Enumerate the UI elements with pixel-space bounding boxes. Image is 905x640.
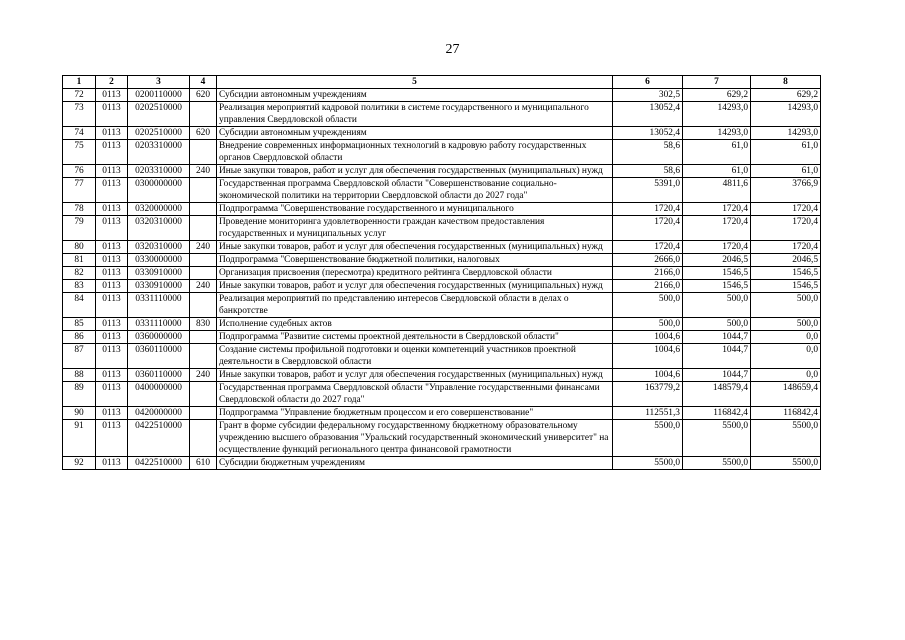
section-code-cell: 0113 xyxy=(96,254,128,267)
expense-type-cell xyxy=(190,382,217,407)
column-header: 5 xyxy=(217,76,613,89)
table-row xyxy=(63,140,821,165)
description-cell: Иные закупки товаров, работ и услуг для обеспечения государственных (муниципальных) нужд xyxy=(217,165,613,178)
row-number-cell: 80 xyxy=(63,241,96,254)
target-article-cell: 0360000000 xyxy=(128,331,190,344)
section-code-cell: 0113 xyxy=(96,344,128,369)
amount-cell: 1720,4 xyxy=(613,216,683,241)
amount-cell: 2166,0 xyxy=(613,267,683,280)
section-code-cell: 0113 xyxy=(96,178,128,203)
amount-cell: 1720,4 xyxy=(613,241,683,254)
expense-type-cell xyxy=(190,140,217,165)
description-cell: Реализация мероприятий кадровой политики в системе государственного и муниципального управления Свердловской области xyxy=(217,102,613,127)
description-cell: Создание системы профильной подготовки и оценки компетенций участников проектной деятельности в Свердловской области xyxy=(217,344,613,369)
description-cell: Организация присвоения (пересмотра) кредитного рейтинга Свердловской области xyxy=(217,267,613,280)
amount-cell: 148659,4 xyxy=(751,382,821,407)
table-body xyxy=(63,89,821,470)
target-article-cell: 0331110000 xyxy=(128,318,190,331)
expense-type-cell xyxy=(190,254,217,267)
amount-cell: 4811,6 xyxy=(683,178,751,203)
expense-type-cell: 620 xyxy=(190,127,217,140)
section-code-cell: 0113 xyxy=(96,102,128,127)
amount-cell: 116842,4 xyxy=(683,407,751,420)
amount-cell: 3766,9 xyxy=(751,178,821,203)
budget-table xyxy=(62,75,821,470)
row-number-cell: 74 xyxy=(63,127,96,140)
amount-cell: 1720,4 xyxy=(683,203,751,216)
table-row xyxy=(63,216,821,241)
target-article-cell: 0360110000 xyxy=(128,369,190,382)
amount-cell: 5500,0 xyxy=(613,420,683,457)
row-number-cell: 75 xyxy=(63,140,96,165)
amount-cell: 1044,7 xyxy=(683,369,751,382)
amount-cell: 1720,4 xyxy=(613,203,683,216)
table-row xyxy=(63,127,821,140)
amount-cell: 5500,0 xyxy=(683,457,751,470)
amount-cell: 14293,0 xyxy=(751,102,821,127)
row-number-cell: 91 xyxy=(63,420,96,457)
table-row xyxy=(63,369,821,382)
section-code-cell: 0113 xyxy=(96,267,128,280)
amount-cell: 1004,6 xyxy=(613,344,683,369)
section-code-cell: 0113 xyxy=(96,331,128,344)
row-number-cell: 92 xyxy=(63,457,96,470)
description-cell: Иные закупки товаров, работ и услуг для обеспечения государственных (муниципальных) нужд xyxy=(217,280,613,293)
amount-cell: 14293,0 xyxy=(751,127,821,140)
amount-cell: 61,0 xyxy=(751,165,821,178)
amount-cell: 1004,6 xyxy=(613,369,683,382)
target-article-cell: 0320000000 xyxy=(128,203,190,216)
amount-cell: 1044,7 xyxy=(683,344,751,369)
table-row xyxy=(63,293,821,318)
description-cell: Иные закупки товаров, работ и услуг для обеспечения государственных (муниципальных) нужд xyxy=(217,241,613,254)
description-cell: Государственная программа Свердловской области "Совершенствование социально-экономической политики на территории Свердловской области до 2027 года" xyxy=(217,178,613,203)
target-article-cell: 0330000000 xyxy=(128,254,190,267)
target-article-cell: 0422510000 xyxy=(128,457,190,470)
description-cell: Проведение мониторинга удовлетворенности граждан качеством предоставления государственных и муниципальных услуг xyxy=(217,216,613,241)
amount-cell: 500,0 xyxy=(613,293,683,318)
target-article-cell: 0330910000 xyxy=(128,280,190,293)
expense-type-cell xyxy=(190,216,217,241)
section-code-cell: 0113 xyxy=(96,127,128,140)
expense-type-cell xyxy=(190,331,217,344)
column-header: 8 xyxy=(751,76,821,89)
row-number-cell: 77 xyxy=(63,178,96,203)
expense-type-cell xyxy=(190,344,217,369)
expense-type-cell xyxy=(190,178,217,203)
description-cell: Подпрограмма "Совершенствование бюджетной политики, налоговых xyxy=(217,254,613,267)
table-header-row xyxy=(63,76,821,89)
table-row xyxy=(63,178,821,203)
row-number-cell: 88 xyxy=(63,369,96,382)
target-article-cell: 0300000000 xyxy=(128,178,190,203)
amount-cell: 61,0 xyxy=(683,165,751,178)
amount-cell: 629,2 xyxy=(751,89,821,102)
page-number: 27 xyxy=(445,42,460,57)
table-row xyxy=(63,382,821,407)
row-number-cell: 87 xyxy=(63,344,96,369)
amount-cell: 500,0 xyxy=(613,318,683,331)
amount-cell: 1720,4 xyxy=(751,241,821,254)
expense-type-cell: 830 xyxy=(190,318,217,331)
section-code-cell: 0113 xyxy=(96,369,128,382)
table-row xyxy=(63,241,821,254)
section-code-cell: 0113 xyxy=(96,140,128,165)
table-row xyxy=(63,203,821,216)
table-row xyxy=(63,331,821,344)
column-header: 2 xyxy=(96,76,128,89)
section-code-cell: 0113 xyxy=(96,165,128,178)
amount-cell: 1720,4 xyxy=(683,216,751,241)
target-article-cell: 0330910000 xyxy=(128,267,190,280)
table-row xyxy=(63,407,821,420)
amount-cell: 500,0 xyxy=(683,318,751,331)
description-cell: Подпрограмма "Развитие системы проектной деятельности в Свердловской области" xyxy=(217,331,613,344)
target-article-cell: 0202510000 xyxy=(128,102,190,127)
section-code-cell: 0113 xyxy=(96,216,128,241)
description-cell: Реализация мероприятий по представлению интересов Свердловской области в делах о банкротстве xyxy=(217,293,613,318)
expense-type-cell xyxy=(190,420,217,457)
amount-cell: 0,0 xyxy=(751,344,821,369)
description-cell: Субсидии автономным учреждениям xyxy=(217,89,613,102)
amount-cell: 1720,4 xyxy=(751,203,821,216)
description-cell: Субсидии бюджетным учреждениям xyxy=(217,457,613,470)
column-header: 7 xyxy=(683,76,751,89)
table-row xyxy=(63,280,821,293)
amount-cell: 500,0 xyxy=(751,293,821,318)
description-cell: Подпрограмма "Управление бюджетным процессом и его совершенствование" xyxy=(217,407,613,420)
row-number-cell: 76 xyxy=(63,165,96,178)
section-code-cell: 0113 xyxy=(96,241,128,254)
target-article-cell: 0331110000 xyxy=(128,293,190,318)
amount-cell: 302,5 xyxy=(613,89,683,102)
amount-cell: 1546,5 xyxy=(683,267,751,280)
amount-cell: 2666,0 xyxy=(613,254,683,267)
row-number-cell: 89 xyxy=(63,382,96,407)
section-code-cell: 0113 xyxy=(96,457,128,470)
expense-type-cell: 240 xyxy=(190,369,217,382)
amount-cell: 13052,4 xyxy=(613,127,683,140)
section-code-cell: 0113 xyxy=(96,318,128,331)
table-row xyxy=(63,267,821,280)
row-number-cell: 85 xyxy=(63,318,96,331)
row-number-cell: 81 xyxy=(63,254,96,267)
row-number-cell: 86 xyxy=(63,331,96,344)
row-number-cell: 79 xyxy=(63,216,96,241)
table-row xyxy=(63,254,821,267)
amount-cell: 112551,3 xyxy=(613,407,683,420)
column-header: 6 xyxy=(613,76,683,89)
row-number-cell: 82 xyxy=(63,267,96,280)
amount-cell: 14293,0 xyxy=(683,127,751,140)
table-row xyxy=(63,318,821,331)
table-row xyxy=(63,344,821,369)
row-number-cell: 73 xyxy=(63,102,96,127)
amount-cell: 1004,6 xyxy=(613,331,683,344)
amount-cell: 500,0 xyxy=(683,293,751,318)
expense-type-cell: 240 xyxy=(190,241,217,254)
amount-cell: 0,0 xyxy=(751,369,821,382)
target-article-cell: 0360110000 xyxy=(128,344,190,369)
section-code-cell: 0113 xyxy=(96,280,128,293)
table-row xyxy=(63,89,821,102)
section-code-cell: 0113 xyxy=(96,382,128,407)
amount-cell: 5500,0 xyxy=(613,457,683,470)
amount-cell: 0,0 xyxy=(751,331,821,344)
amount-cell: 5500,0 xyxy=(751,457,821,470)
description-cell: Грант в форме субсидии федеральному государственному бюджетному образовательному учреждению высшего образования "Уральский государственный экономический университет" на осуществление функций регионального центра финансовой грамотности xyxy=(217,420,613,457)
expense-type-cell xyxy=(190,102,217,127)
target-article-cell: 0203310000 xyxy=(128,165,190,178)
section-code-cell: 0113 xyxy=(96,420,128,457)
expense-type-cell: 240 xyxy=(190,165,217,178)
section-code-cell: 0113 xyxy=(96,203,128,216)
section-code-cell: 0113 xyxy=(96,407,128,420)
description-cell: Подпрограмма "Совершенствование государственного и муниципального xyxy=(217,203,613,216)
description-cell: Исполнение судебных актов xyxy=(217,318,613,331)
expense-type-cell xyxy=(190,293,217,318)
row-number-cell: 84 xyxy=(63,293,96,318)
amount-cell: 58,6 xyxy=(613,165,683,178)
row-number-cell: 72 xyxy=(63,89,96,102)
amount-cell: 1720,4 xyxy=(683,241,751,254)
amount-cell: 2046,5 xyxy=(751,254,821,267)
expense-type-cell xyxy=(190,407,217,420)
description-cell: Субсидии автономным учреждениям xyxy=(217,127,613,140)
amount-cell: 5391,0 xyxy=(613,178,683,203)
row-number-cell: 83 xyxy=(63,280,96,293)
expense-type-cell: 610 xyxy=(190,457,217,470)
target-article-cell: 0400000000 xyxy=(128,382,190,407)
row-number-cell: 78 xyxy=(63,203,96,216)
amount-cell: 148579,4 xyxy=(683,382,751,407)
expense-type-cell xyxy=(190,203,217,216)
amount-cell: 5500,0 xyxy=(751,420,821,457)
target-article-cell: 0320310000 xyxy=(128,216,190,241)
amount-cell: 629,2 xyxy=(683,89,751,102)
amount-cell: 5500,0 xyxy=(683,420,751,457)
table-row xyxy=(63,165,821,178)
column-header: 4 xyxy=(190,76,217,89)
table-row xyxy=(63,420,821,457)
description-cell: Иные закупки товаров, работ и услуг для обеспечения государственных (муниципальных) нужд xyxy=(217,369,613,382)
amount-cell: 13052,4 xyxy=(613,102,683,127)
amount-cell: 1546,5 xyxy=(751,280,821,293)
target-article-cell: 0200110000 xyxy=(128,89,190,102)
table-row xyxy=(63,457,821,470)
description-cell: Внедрение современных информационных технологий в кадровую работу государственных органов Свердловской области xyxy=(217,140,613,165)
amount-cell: 2166,0 xyxy=(613,280,683,293)
amount-cell: 58,6 xyxy=(613,140,683,165)
table-row xyxy=(63,102,821,127)
description-cell: Государственная программа Свердловской области "Управление государственными финансами Свердловской области до 2027 года" xyxy=(217,382,613,407)
expense-type-cell: 620 xyxy=(190,89,217,102)
column-header: 3 xyxy=(128,76,190,89)
amount-cell: 14293,0 xyxy=(683,102,751,127)
target-article-cell: 0203310000 xyxy=(128,140,190,165)
target-article-cell: 0202510000 xyxy=(128,127,190,140)
row-number-cell: 90 xyxy=(63,407,96,420)
amount-cell: 500,0 xyxy=(751,318,821,331)
expense-type-cell: 240 xyxy=(190,280,217,293)
target-article-cell: 0420000000 xyxy=(128,407,190,420)
amount-cell: 61,0 xyxy=(683,140,751,165)
amount-cell: 1720,4 xyxy=(751,216,821,241)
amount-cell: 116842,4 xyxy=(751,407,821,420)
amount-cell: 163779,2 xyxy=(613,382,683,407)
amount-cell: 1546,5 xyxy=(751,267,821,280)
expense-type-cell xyxy=(190,267,217,280)
amount-cell: 1546,5 xyxy=(683,280,751,293)
amount-cell: 61,0 xyxy=(751,140,821,165)
amount-cell: 1044,7 xyxy=(683,331,751,344)
target-article-cell: 0320310000 xyxy=(128,241,190,254)
section-code-cell: 0113 xyxy=(96,89,128,102)
amount-cell: 2046,5 xyxy=(683,254,751,267)
section-code-cell: 0113 xyxy=(96,293,128,318)
column-header: 1 xyxy=(63,76,96,89)
target-article-cell: 0422510000 xyxy=(128,420,190,457)
